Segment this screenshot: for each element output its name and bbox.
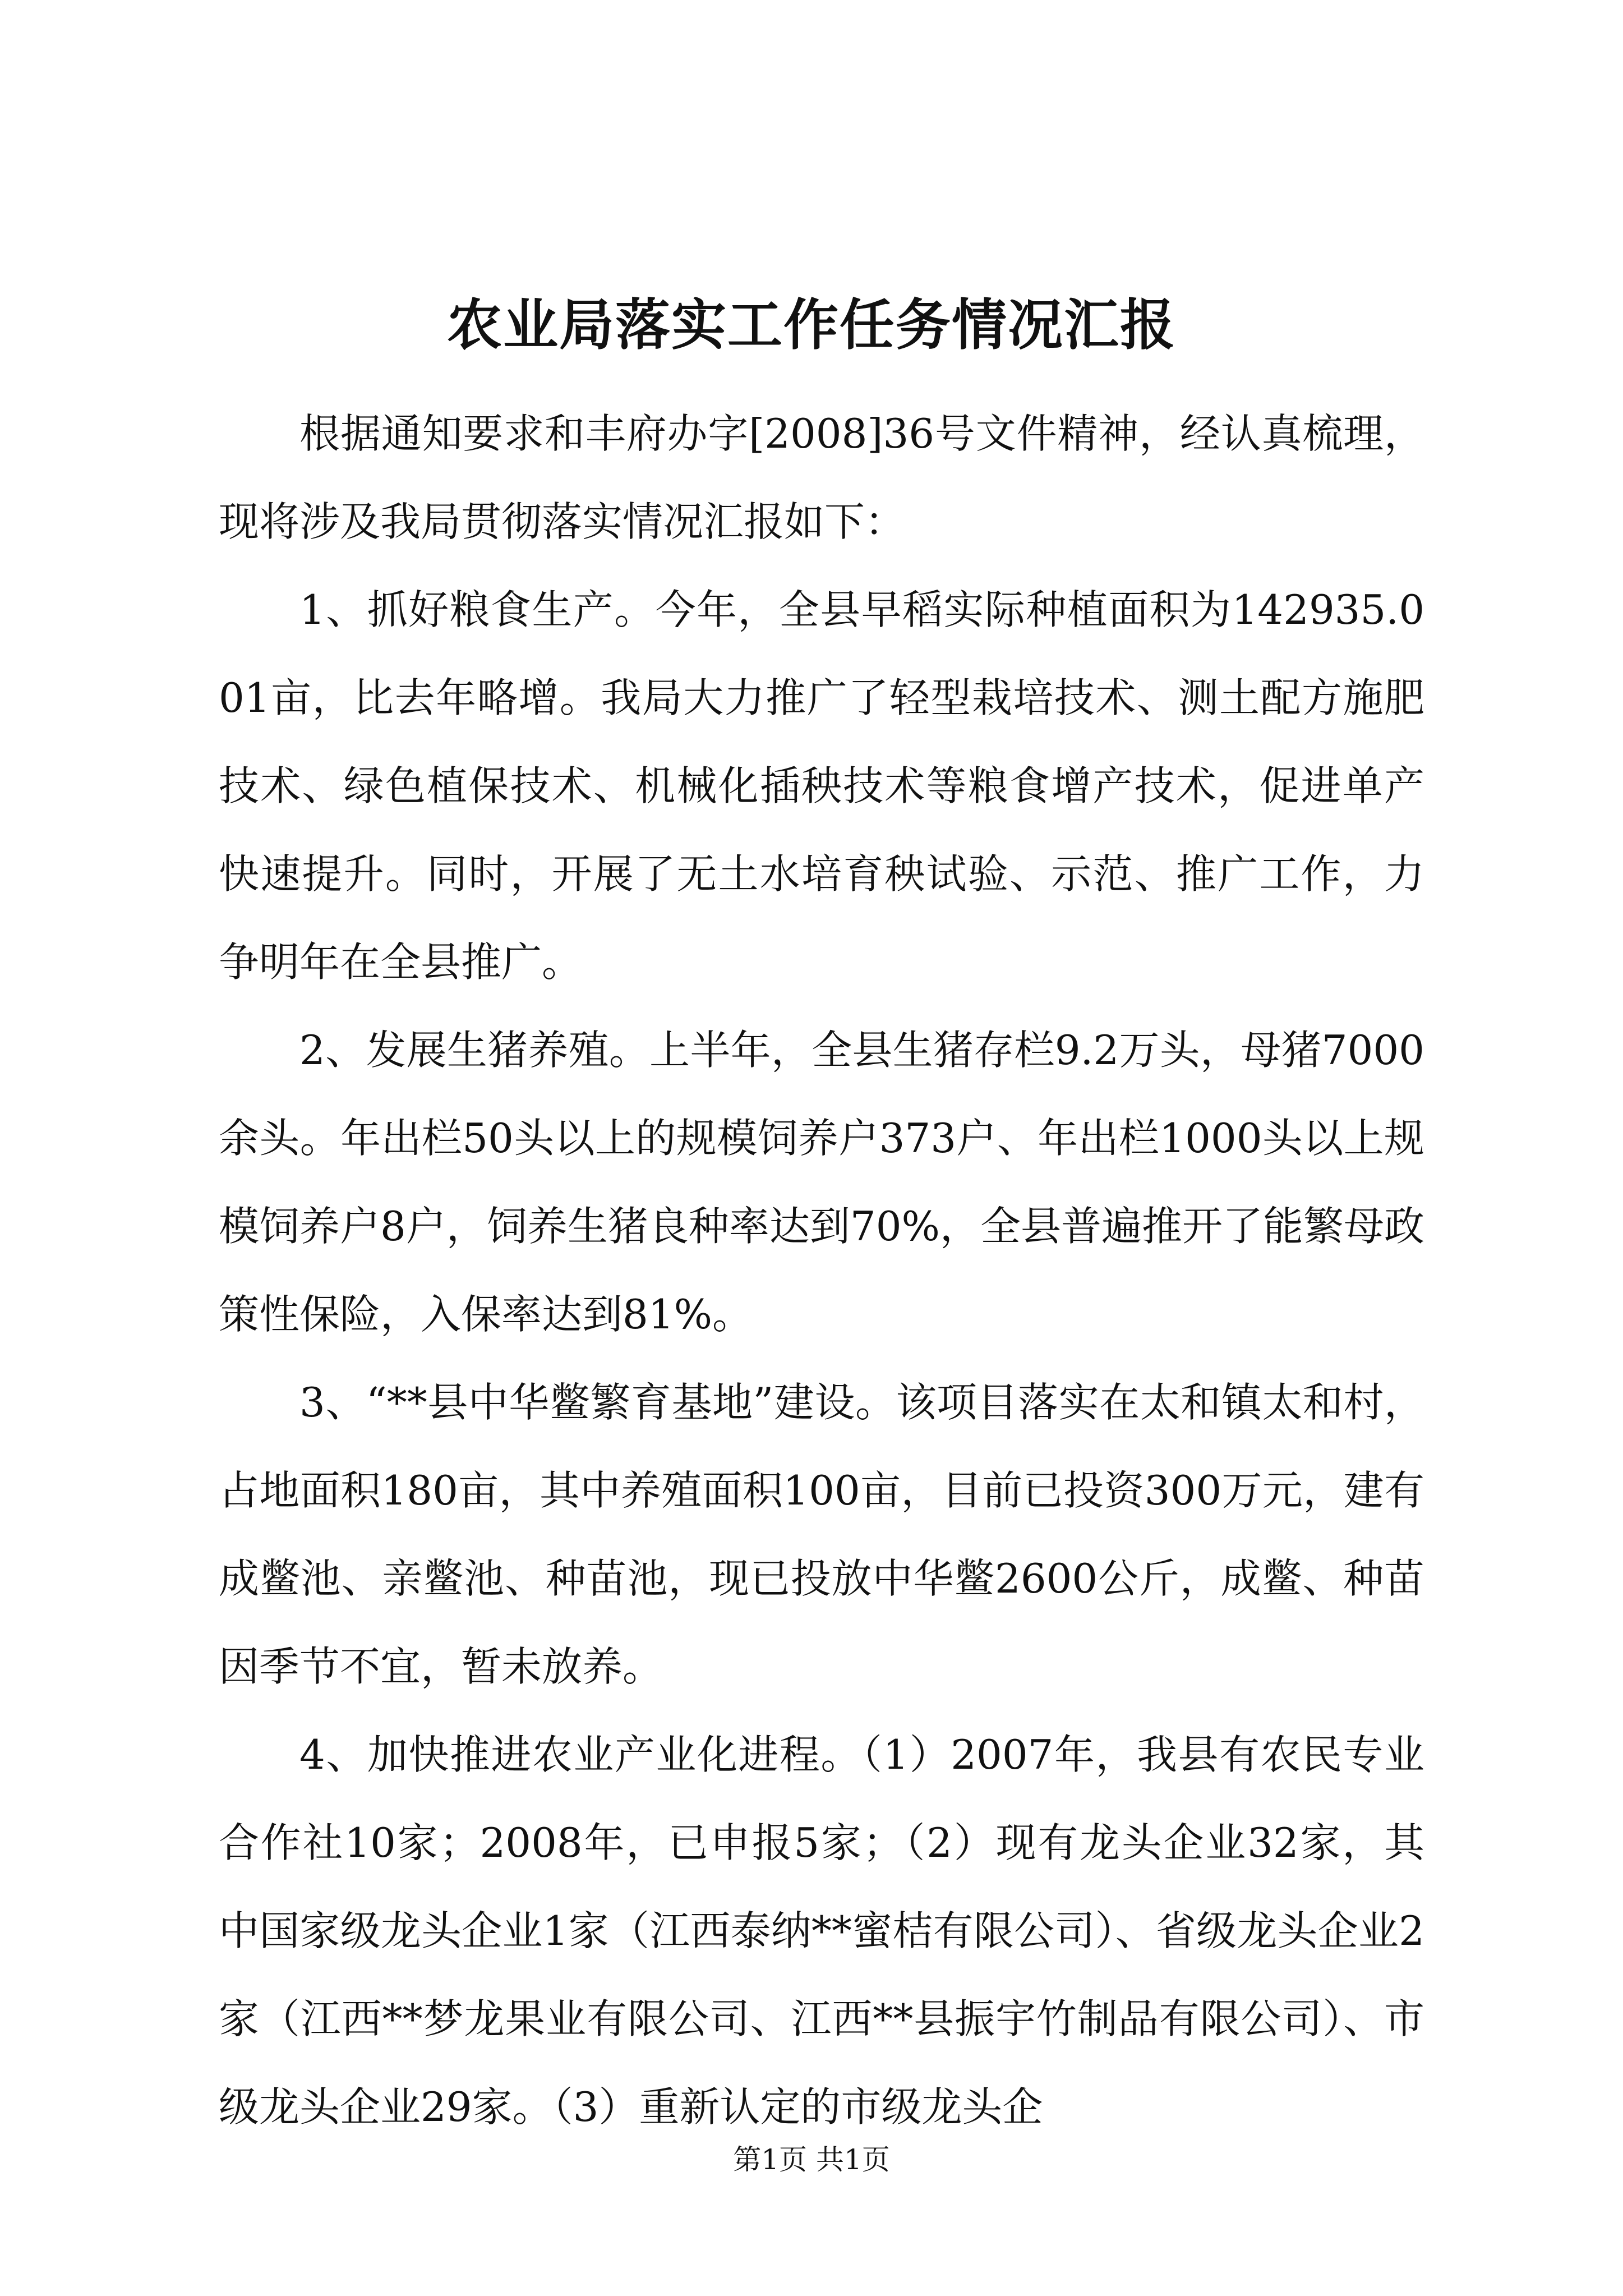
industrialization-paragraph: 4、加快推进农业产业化进程。（1）2007年，我县有农民专业合作社10家；2008年，已申报5家；（2）现有龙头企业32家，其中国家级龙头企业1家（江西泰纳**蜜桔有限公司）、省级龙头企业2家（江西**梦龙果业有限公司、江西**县振宇竹制品有限公司）、市级龙头企业29家。（3）重新认定的市级龙头企 xyxy=(219,1731,1424,2131)
document-body xyxy=(219,390,1424,2151)
pig-farming-paragraph: 2、发展生猪养殖。上半年，全县生猪存栏9.2万头，母猪7000余头。年出栏50头以上的规模饲养户373户、年出栏1000头以上规模饲养户8户，饲养生猪良种率达到70%，全县普遍推开了能繁母政策性保险，入保率达到81%。 xyxy=(219,1027,1424,1338)
intro-paragraph: 根据通知要求和丰府办字[2008]36号文件精神，经认真梳理，现将涉及我局贯彻落实情况汇报如下： xyxy=(219,410,1424,545)
document-title: 农业局落实工作任务情况汇报 xyxy=(446,293,1176,357)
turtle-base-paragraph: 3、“**县中华鳖繁育基地”建设。该项目落实在太和镇太和村，占地面积180亩，其中养殖面积100亩，目前已投资300万元，建有成鳖池、亲鳖池、种苗池，现已投放中华鳖2600公斤，成鳖、种苗因季节不宜，暂未放养。 xyxy=(219,1379,1424,1690)
page-number-footer: 第1页 共1页 xyxy=(733,2143,890,2176)
grain-production-paragraph: 1、抓好粮食生产。今年，全县早稻实际种植面积为142935.001亩，比去年略增。我局大力推广了轻型栽培技术、测土配方施肥技术、绿色植保技术、机械化插秧技术等粮食增产技术，促进单产快速提升。同时，开展了无土水培育秧试验、示范、推广工作，力争明年在全县推广。 xyxy=(219,586,1424,986)
